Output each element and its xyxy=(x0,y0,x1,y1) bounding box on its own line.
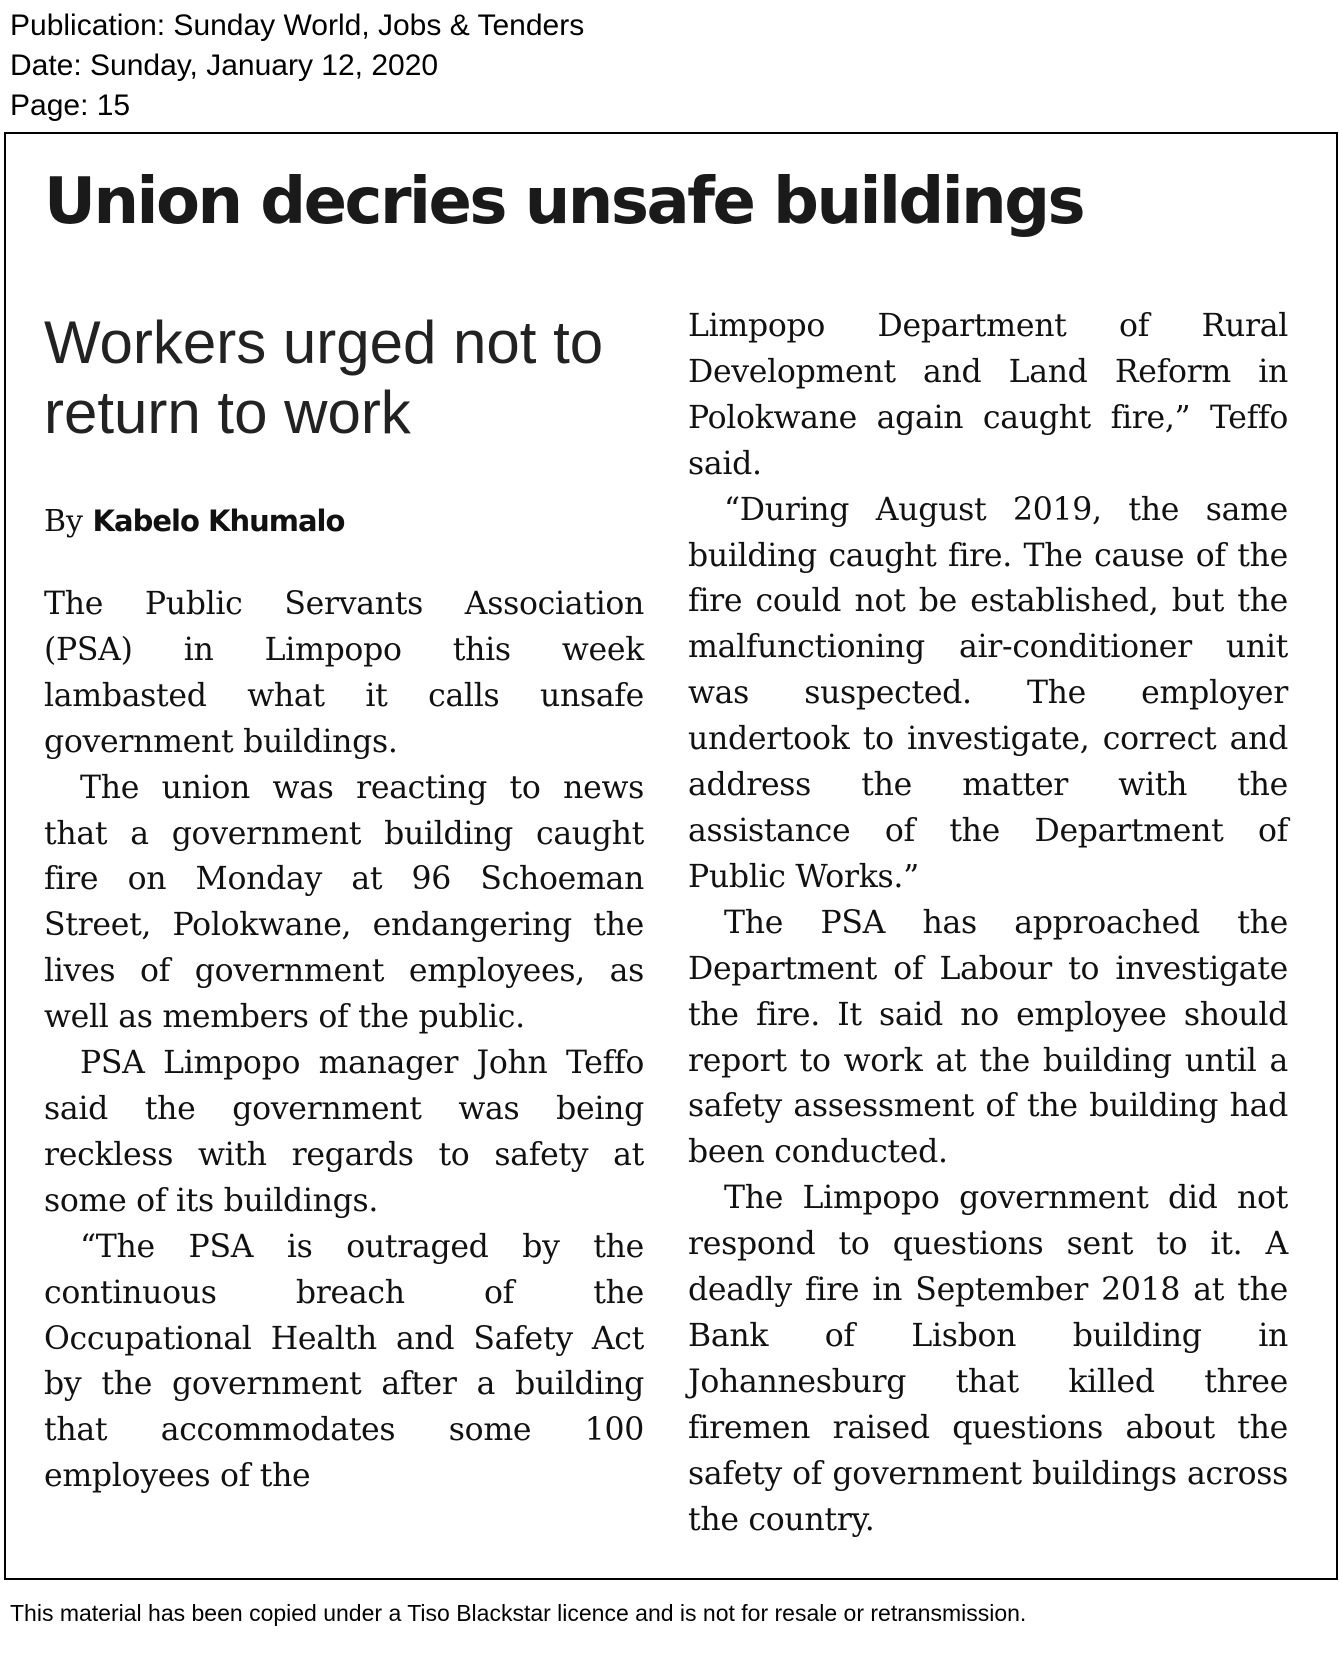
article-paragraph: The union was reacting to news that a government building caught fire on Monday at 96 Schoeman Street, Polokwane, endangering the lives of government employees, as well as members of the public. xyxy=(44,769,644,1036)
article-paragraph: “The PSA is outraged by the continuous breach of the Occupational Health and Safety Act by the government after a building that accommodates some 100 employees of the xyxy=(44,1228,644,1495)
publication-line: Publication: Sunday World, Jobs & Tenders xyxy=(10,9,585,42)
article-paragraph: PSA Limpopo manager John Teffo said the government was being reckless with regards to safety at some of its buildings. xyxy=(44,1045,644,1219)
article-column-left xyxy=(44,304,644,1500)
article-column-right xyxy=(688,304,1288,1543)
article-paragraph: The PSA has approached the Department of Labour to investigate the fire. It said no employee should report to work at the building until a safety assessment of the building had been conducted. xyxy=(688,904,1288,1171)
date-line: Date: Sunday, January 12, 2020 xyxy=(10,49,439,82)
byline-author: Kabelo Khumalo xyxy=(92,504,345,538)
article-paragraph: The Limpopo government did not respond to questions sent to it. A deadly fire in September 2018 at the Bank of Lisbon building in Johannesburg that killed three firemen raised questions about the safety of government buildings across the country. xyxy=(688,1180,1288,1538)
article-paragraph-continued: Limpopo Department of Rural Development and Land Reform in Polokwane again caught fire,” Teffo said. xyxy=(688,308,1288,482)
page-line: Page: 15 xyxy=(10,89,131,122)
article-byline xyxy=(44,498,644,582)
article-frame xyxy=(4,132,1338,1580)
article-standfirst: Workers urged not to return to work xyxy=(44,309,604,446)
clipping-metadata xyxy=(10,6,584,126)
article-paragraph: The Public Servants Association (PSA) in Limpopo this week lambasted what it calls unsafe government buildings. xyxy=(44,586,644,760)
licence-notice: This material has been copied under a Tiso Blackstar licence and is not for resale or retransmission. xyxy=(10,1600,1027,1626)
byline-prefix: By xyxy=(44,504,83,539)
article-paragraph: “During August 2019, the same building caught fire. The cause of the fire could not be established, but the malfunctioning air-conditioner unit was suspected. The employer undertook to investigate, correct and address the matter with the assistance of the Department of Public Works.” xyxy=(688,491,1288,895)
article-headline: Union decries unsafe buildings xyxy=(44,165,1084,239)
